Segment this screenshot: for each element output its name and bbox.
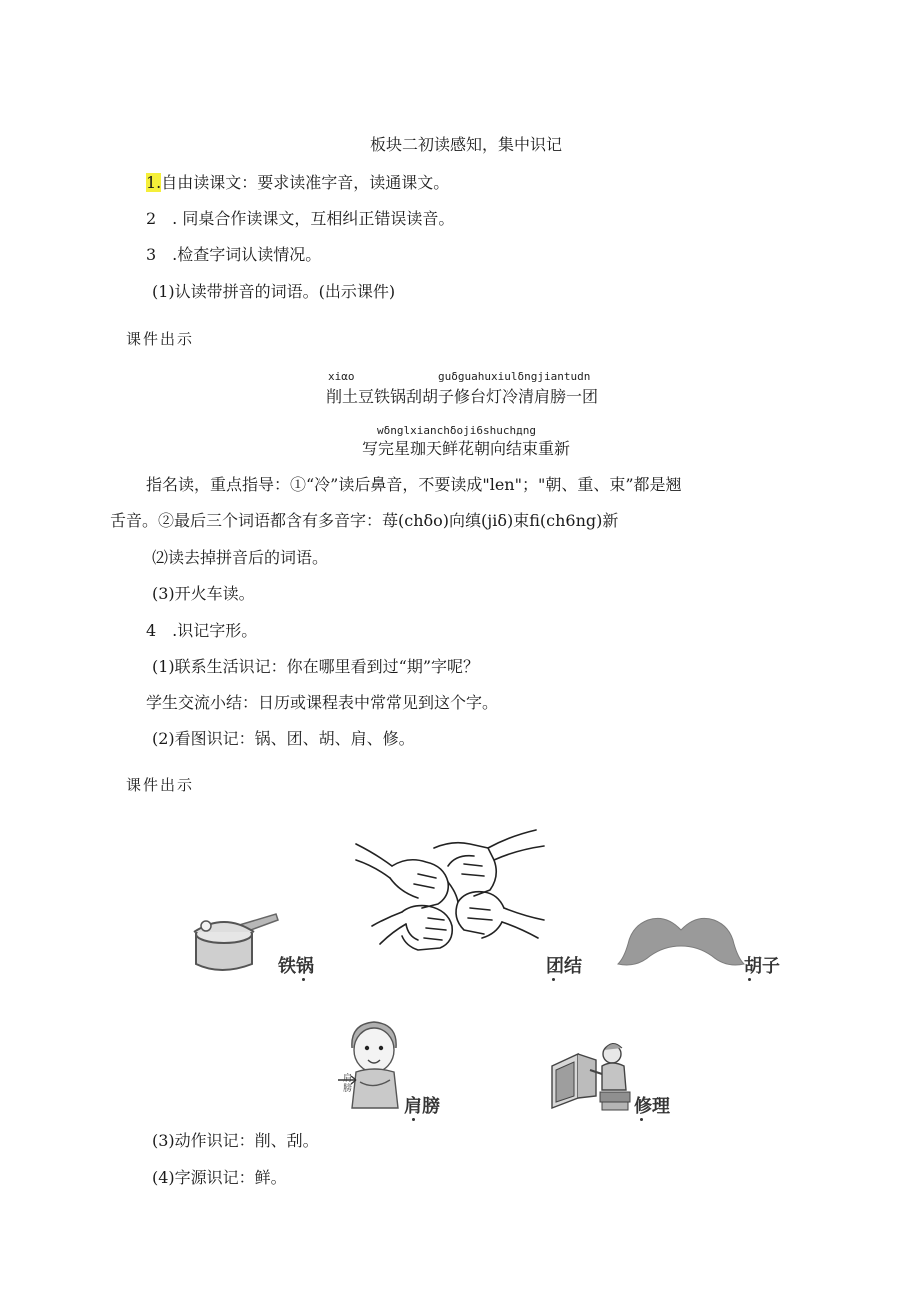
step-3: 3 .检查字词认读情况。	[146, 245, 322, 264]
mustache-caption: 胡子	[744, 956, 780, 977]
emphasis-dot	[748, 978, 751, 981]
pinyin-row-2: wδnglxianchδoji6shuchдng	[377, 424, 536, 437]
emphasis-dot	[640, 1118, 643, 1121]
step-3-3: (3)开火车读。	[152, 584, 255, 603]
step-4-3: (3)动作识记：削、刮。	[152, 1131, 319, 1150]
guide-line-2: 舌音。②最后三个词语都含有多音字：苺(chδo)向缜(jiδ)束fi(ch6ng)新	[110, 511, 619, 530]
shoulder-boy-image	[338, 1016, 408, 1112]
guide-line-1: 指名读，重点指导：①“冷”读后鼻音，不要读成"len"；"朝、重、束”都是翘	[146, 475, 682, 494]
courseware-label-2: 课件出示	[126, 776, 195, 794]
unity-caption: 团结	[546, 956, 582, 977]
step-1-number: 1.	[146, 173, 162, 192]
repair-image	[548, 1036, 636, 1112]
iron-pot-image	[188, 908, 280, 974]
joined-hands-image	[352, 826, 548, 972]
step-3-1: (1)认读带拼音的词语。(出示课件)	[152, 282, 396, 301]
step-4-summary: 学生交流小结：日历或课程表中常常见到这个字。	[146, 693, 499, 712]
step-3-2: ⑵读去掉拼音后的词语。	[152, 548, 329, 567]
emphasis-dot	[412, 1118, 415, 1121]
iron-pot-caption: 铁锅	[278, 956, 314, 977]
mustache-image	[618, 912, 744, 970]
section-title: 板块二初读感知，集中识记	[370, 135, 563, 154]
step-4: 4 .识记字形。	[146, 621, 258, 640]
step-1-text: 自由读课文：要求读准字音，读通课文。	[161, 173, 450, 192]
words-row-2: 写完星珈天鲜花朝向结束重新	[362, 439, 571, 458]
emphasis-dot	[552, 978, 555, 981]
step-4-2: (2)看图识记：锅、团、胡、肩、修。	[152, 729, 415, 748]
shoulder-tag-label: 肩膀	[343, 1074, 353, 1094]
words-row-1: 削土豆铁锅刮胡子修台灯冷清肩膀一团	[326, 387, 599, 406]
repair-caption: 修理	[634, 1096, 670, 1117]
step-1	[146, 172, 449, 194]
step-4-1: (1)联系生活识记：你在哪里看到过“期”字呢？	[152, 657, 480, 676]
shoulder-caption: 肩膀	[404, 1096, 440, 1117]
pinyin-row-1-b: guδguahuxiulδngjiantudn	[438, 370, 591, 383]
emphasis-dot	[302, 978, 305, 981]
courseware-label-1: 课件出示	[126, 330, 195, 348]
step-4-4: (4)字源识记：鲜。	[152, 1168, 287, 1187]
step-2: 2 . 同桌合作读课文，互相纠正错误读音。	[146, 209, 455, 228]
pinyin-row-1-a: xiαo	[328, 370, 355, 383]
